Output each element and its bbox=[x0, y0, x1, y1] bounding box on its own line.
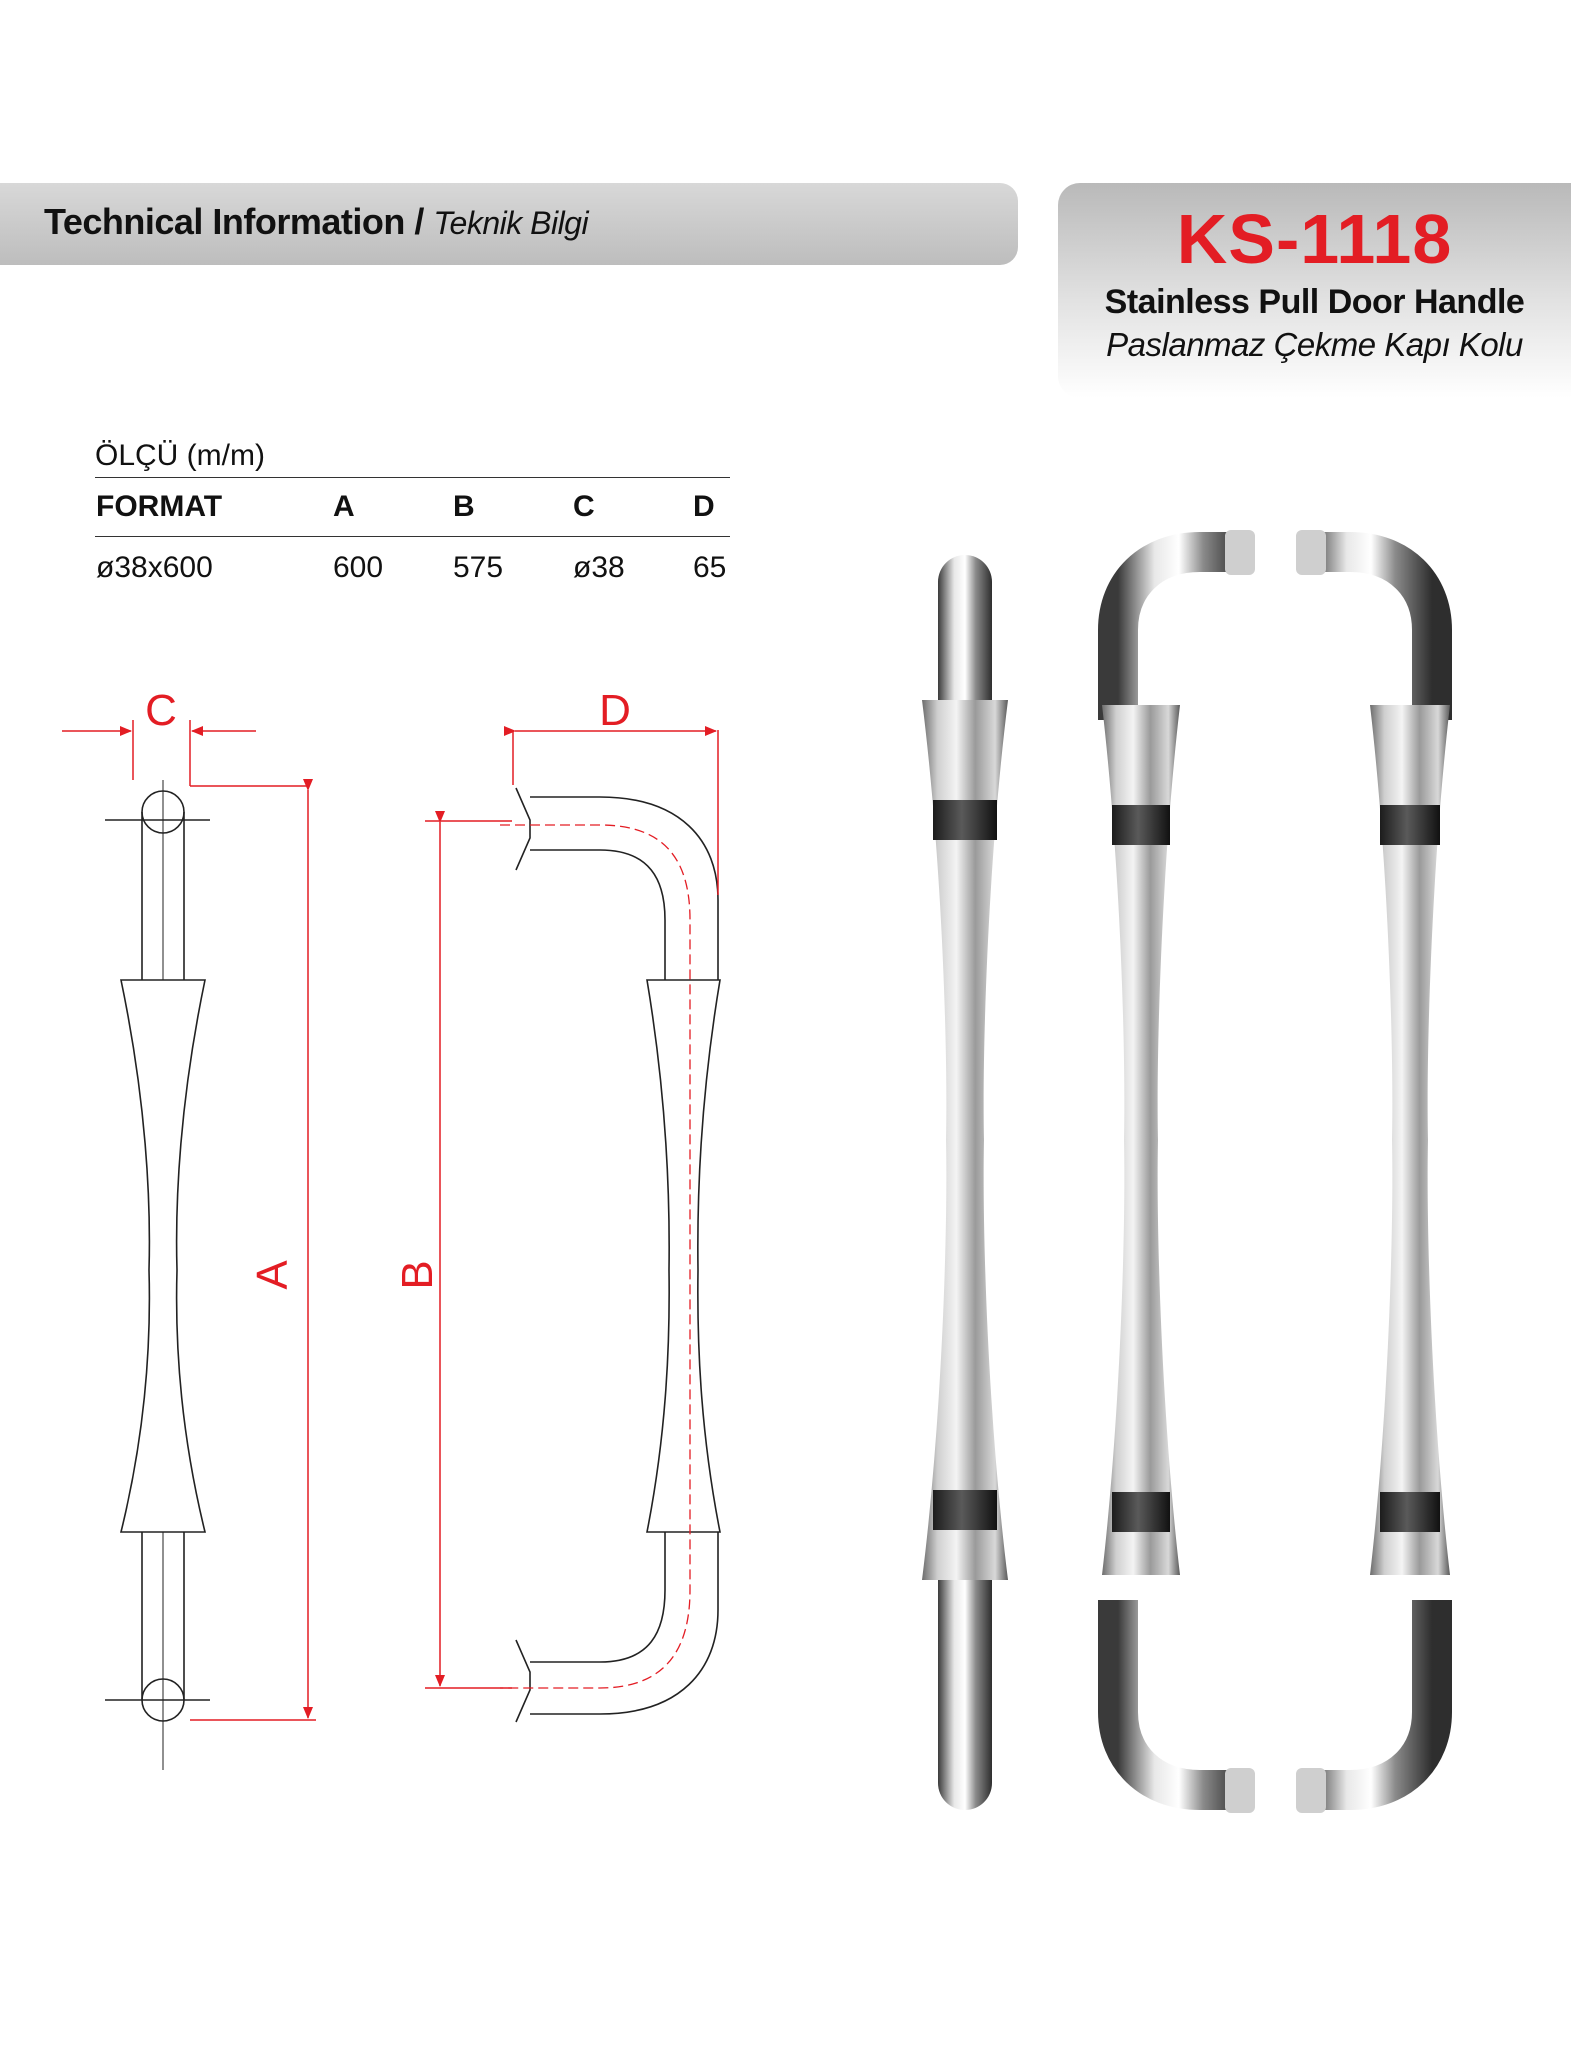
side-view-centerline bbox=[500, 825, 690, 1688]
product-name-tr: Paslanmaz Çekme Kapı Kolu bbox=[1106, 326, 1523, 363]
product-name-en: Stainless Pull Door Handle bbox=[1104, 283, 1525, 321]
spec-header-cell: B bbox=[452, 478, 572, 537]
spec-header-cell: D bbox=[692, 478, 730, 537]
spec-cell: 65 bbox=[693, 551, 727, 584]
dimension-a bbox=[190, 790, 316, 1720]
label-a: A bbox=[248, 1260, 297, 1290]
spec-unit-label: ÖLÇÜ (m/m) bbox=[95, 439, 265, 472]
spec-cell: ø38x600 bbox=[96, 551, 213, 584]
spec-cell: ø38 bbox=[573, 551, 625, 584]
spec-header-cell: FORMAT bbox=[95, 478, 332, 537]
handle-photo-front bbox=[922, 555, 1008, 1810]
handle-photo-side-left bbox=[1102, 530, 1255, 1813]
label-b: B bbox=[393, 1260, 442, 1290]
spec-cell: 575 bbox=[453, 551, 504, 584]
product-title-box bbox=[1058, 183, 1571, 398]
dimension-d bbox=[513, 730, 718, 895]
front-view-drawing bbox=[105, 780, 210, 1770]
label-d: D bbox=[599, 686, 631, 735]
spec-cell: 600 bbox=[333, 551, 384, 584]
dimension-c bbox=[62, 720, 308, 786]
handle-photo-side-right bbox=[1296, 530, 1450, 1813]
technical-drawing bbox=[0, 0, 760, 2056]
spec-header-cell: C bbox=[572, 478, 692, 537]
label-c: C bbox=[145, 686, 177, 735]
product-code: KS-1118 bbox=[1176, 200, 1453, 278]
dimension-b bbox=[425, 821, 512, 1688]
header-title-en: Technical Information / bbox=[44, 201, 424, 242]
spec-header-cell: A bbox=[332, 478, 452, 537]
header-title-tr: Teknik Bilgi bbox=[433, 205, 589, 241]
